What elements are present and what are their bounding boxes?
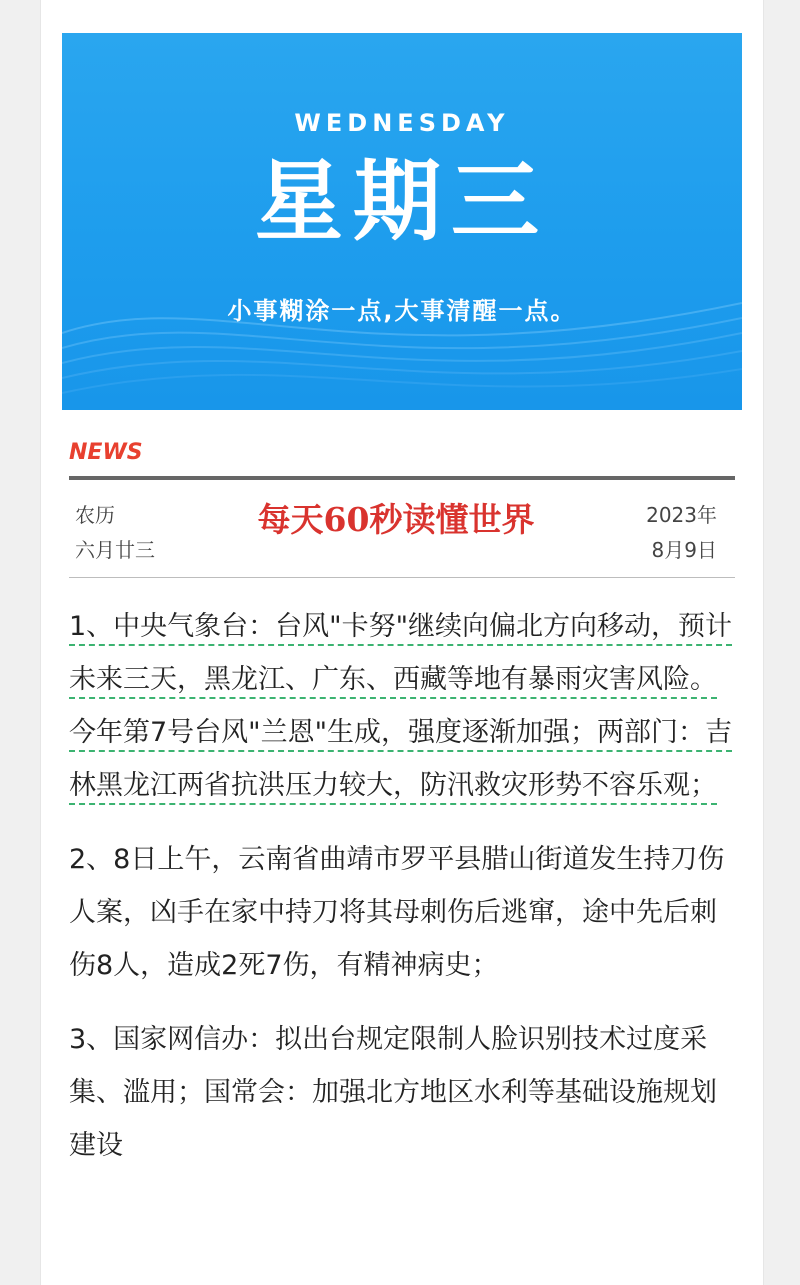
- news-item-text: 1、中央气象台：台风"卡努"继续向偏北方向移动，预计未来三天，黑龙江、广东、西藏等地有暴雨灾害风险。今年第7号台风"兰恩"生成，强度逐渐加强；两部门：吉林黑龙江两省抗洪压力较大，防汛救灾形势不容乐观；: [69, 611, 732, 805]
- lunar-date-block: [75, 498, 155, 568]
- news-item-text: 3、国家网信办：拟出台规定限制人脸识别技术过度采集、滥用；国常会：加强北方地区水利等基础设施规划建设: [69, 1024, 717, 1161]
- motto-title: 每天60秒读懂世界: [257, 500, 535, 539]
- divider-top: [69, 476, 735, 480]
- lunar-date: 六月廿三: [75, 538, 155, 562]
- date-year: 2023年: [646, 503, 717, 527]
- weekday-banner: [62, 33, 742, 410]
- lunar-label: 农历: [75, 503, 115, 527]
- article-page: [40, 0, 764, 1285]
- news-item: [69, 600, 735, 812]
- weekday-english: WEDNESDAY: [294, 109, 510, 137]
- news-label: NEWS: [69, 440, 143, 465]
- news-item-text: 2、8日上午，云南省曲靖市罗平县腊山街道发生持刀伤人案，凶手在家中持刀将其母刺伤后逃窜，途中先后刺伤8人，造成2死7伤，有精神病史；: [69, 844, 725, 981]
- news-list: [69, 600, 735, 1193]
- date-block: [646, 498, 717, 568]
- news-item: [69, 1013, 735, 1172]
- date-month-day: 8月9日: [651, 538, 717, 562]
- news-item: [69, 833, 735, 992]
- weekday-chinese: 星期三: [254, 150, 549, 253]
- banner-slogan: 小事糊涂一点,大事清醒一点。: [227, 297, 577, 325]
- divider-bottom: [69, 577, 735, 578]
